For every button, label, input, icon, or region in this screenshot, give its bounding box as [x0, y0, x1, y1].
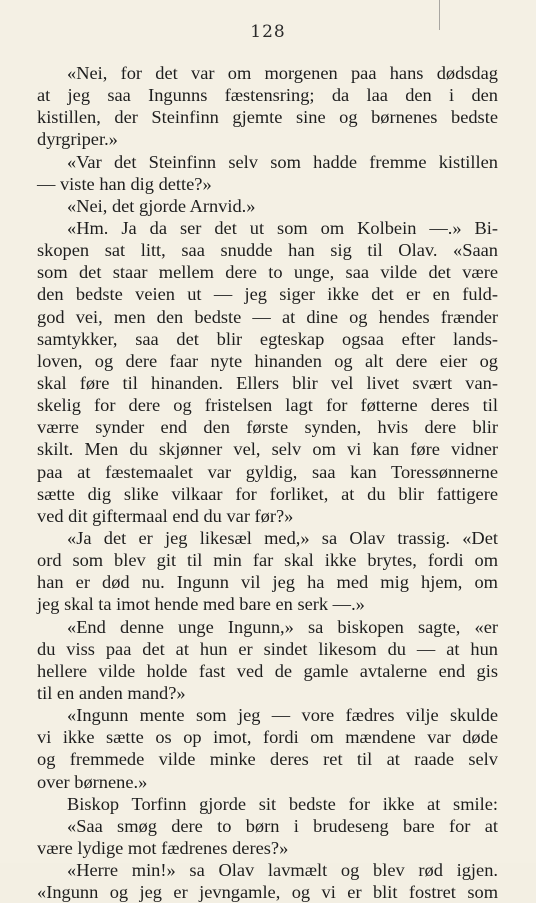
text-line: sætte dig slike vilkaar for forliket, at du blir fattigere: [37, 483, 498, 504]
text-line: til en anden mand?»: [37, 682, 186, 703]
text-line: skopen sat litt, saa snudde han sig til Olav. «Saan: [37, 240, 498, 261]
text-line: vi ikke sætte os op imot, fordi om mændene var døde: [37, 727, 498, 748]
body-text: [37, 62, 498, 903]
text-line: kistillen, der Steinfinn gjemte sine og børnenes bedste: [37, 107, 498, 128]
text-line: hellere vilde holde fast ved de gamle avtalerne end gis: [37, 660, 498, 681]
text-line: jeg skal ta imot hende med bare en serk —.»: [37, 594, 365, 615]
text-line: være lydige mot fædrenes deres?»: [37, 837, 289, 858]
text-line: «Nei, for det var om morgenen paa hans dødsdag: [67, 63, 498, 83]
text-line: «Ingunn mente som jeg — vore fædres vilje skulde: [67, 705, 498, 726]
text-line: værre synder end den første synden, hvis dere blir: [37, 417, 498, 438]
text-line: «Hm. Ja da ser det ut som om Kolbein —.» Bi-: [67, 217, 498, 238]
text-line: skelig for dere og fristelsen lagt for føtterne deres til: [37, 395, 498, 416]
page-number: 128: [250, 22, 286, 42]
text-line: skal føre til hinanden. Ellers blir vel livet svært van-: [37, 372, 498, 393]
text-line: paa at fæstemaalet var gyldig, saa kan Toressønnerne: [37, 461, 498, 482]
text-line: «Nei, det gjorde Arnvid.»: [67, 195, 256, 216]
text-line: loven, og dere faar nyte hinanden og alt dere eier og: [37, 350, 498, 371]
text-line: «Herre min!» sa Olav lavmælt og blev rød igjen.: [67, 860, 498, 881]
text-line: «Ingunn og jeg er jevngamle, og vi er blit fostret som: [37, 882, 498, 903]
text-line: ved dit giftermaal end du var før?»: [37, 505, 294, 526]
text-line: du viss paa det at hun er sindet likesom du — at hun: [37, 638, 498, 659]
text-line: «Var det Steinfinn selv som hadde fremme kistillen: [67, 151, 498, 172]
text-line: «Ja det er jeg likesæl med,» sa Olav trassig. «Det: [67, 527, 498, 548]
text-line: han er død nu. Ingunn vil jeg ha med mig hjem, om: [37, 572, 498, 593]
text-line: Biskop Torfinn gjorde sit bedste for ikke at smile:: [67, 793, 498, 814]
text-line: god vei, men den bedste — at dine og hendes frænder: [37, 306, 498, 327]
text-line: dyrgriper.»: [37, 129, 118, 150]
text-line: den bedste veien ut — jeg siger ikke det er en fuld-: [37, 284, 498, 305]
text-line: «Saa smøg dere to børn i brudeseng bare for at: [67, 815, 498, 836]
text-line: samtykker, saa det blir egteskap ogsaa efter lands-: [37, 328, 498, 349]
text-line: over børnene.»: [37, 771, 148, 792]
text-line: som det staar mellem dere to unge, saa vilde det være: [37, 262, 498, 283]
text-line: at jeg saa Ingunns fæstensring; da laa den i den: [37, 85, 498, 106]
text-line: ord som blev git til min far skal ikke brytes, fordi om: [37, 550, 498, 571]
text-line: — viste han dig dette?»: [37, 173, 212, 194]
text-line: og fremmede vilde minke deres ret til at raade selv: [37, 749, 498, 770]
text-line: skilt. Men du skjønner vel, selv om vi kan føre vidner: [37, 439, 498, 460]
text-line: «End denne unge Ingunn,» sa biskopen sagte, «er: [67, 616, 498, 637]
